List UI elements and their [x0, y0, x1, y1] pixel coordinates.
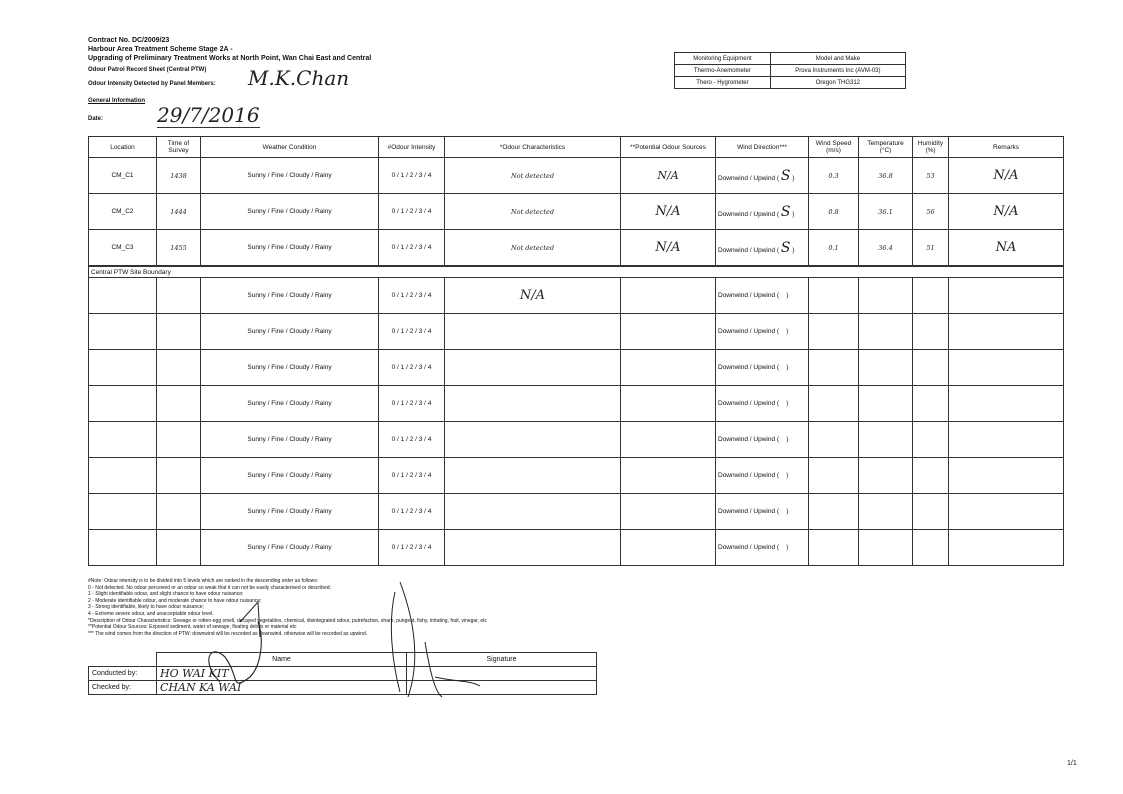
table-row: [89, 278, 1064, 314]
weather-cell: Sunny / Fine / Cloudy / Rainy: [201, 194, 379, 230]
col-characteristics: *Odour Characteristics: [445, 137, 621, 158]
intensity-cell: 0 / 1 / 2 / 3 / 4: [379, 494, 445, 530]
table-row: [89, 194, 1064, 230]
wind-value: S: [780, 167, 791, 184]
note-line: *** The wind comes from the direction of PTW: downwind will be recorded as downwind, otherwise will be recorded as upwind.: [88, 630, 368, 637]
wind-direction-cell: Downwind / Upwind ( S ): [716, 194, 809, 230]
equipment-name: Thero - Hygrometer: [675, 77, 771, 89]
weather-cell: Sunny / Fine / Cloudy / Rainy: [201, 158, 379, 194]
weather-cell: Sunny / Fine / Cloudy / Rainy: [201, 314, 379, 350]
wind-speed-cell: 0.8: [809, 194, 859, 230]
wind-template: Downwind / Upwind (: [718, 436, 780, 443]
page-number: 1/1: [1067, 760, 1077, 767]
humidity-cell: 56: [913, 194, 949, 230]
sources-cell: N/A: [621, 158, 716, 194]
wind-direction-cell: Downwind / Upwind ( ): [716, 494, 809, 530]
location-cell: CM_C2: [89, 194, 157, 230]
col-location: Location: [89, 137, 157, 158]
conducted-by-name: HO WAI KIT: [157, 667, 407, 681]
intensity-cell: 0 / 1 / 2 / 3 / 4: [379, 458, 445, 494]
table-row: [89, 230, 1064, 267]
sources-cell: N/A: [621, 194, 716, 230]
col-humidity: Humidity (%): [913, 137, 949, 158]
weather-cell: Sunny / Fine / Cloudy / Rainy: [201, 350, 379, 386]
col-wind-direction: Wind Direction***: [716, 137, 809, 158]
date-label: Date:: [88, 116, 104, 122]
panel-member-signature: M.K.Chan: [248, 66, 350, 90]
temperature-cell: 36.4: [859, 230, 913, 267]
wind-direction-cell: Downwind / Upwind ( ): [716, 350, 809, 386]
checked-by-name: CHAN KA WAI: [157, 681, 407, 695]
humidity-cell: 53: [913, 158, 949, 194]
wind-direction-cell: Downwind / Upwind ( ): [716, 278, 809, 314]
wind-value: S: [780, 239, 791, 256]
weather-cell: Sunny / Fine / Cloudy / Rainy: [201, 278, 379, 314]
equipment-table: [674, 52, 906, 89]
intensity-cell: 0 / 1 / 2 / 3 / 4: [379, 230, 445, 267]
wind-direction-cell: Downwind / Upwind ( ): [716, 458, 809, 494]
wind-template: Downwind / Upwind (: [718, 328, 780, 335]
table-row: [89, 494, 1064, 530]
boundary-characteristics: N/A: [445, 278, 621, 314]
wind-template: Downwind / Upwind (: [718, 210, 780, 218]
section-row: [89, 266, 1064, 278]
col-intensity: #Odour Intensity: [379, 137, 445, 158]
note-line: 3 - Strong identifiable, likely to have odour nuisance;: [88, 604, 204, 611]
note-line: #Note: Odour intensity is to be divided into 5 levels which are ranked in the descending order as follows:: [88, 578, 319, 584]
col-remarks: Remarks: [949, 137, 1064, 158]
characteristics-cell: Not detected: [445, 194, 621, 230]
intensity-cell: 0 / 1 / 2 / 3 / 4: [379, 350, 445, 386]
wind-template: Downwind / Upwind (: [718, 544, 780, 551]
weather-cell: Sunny / Fine / Cloudy / Rainy: [201, 530, 379, 566]
project-title-line1: Harbour Area Treatment Scheme Stage 2A -: [88, 46, 233, 53]
remarks-cell: N/A: [949, 158, 1064, 194]
wind-template: Downwind / Upwind (: [718, 292, 780, 299]
wind-template: Downwind / Upwind (: [718, 472, 780, 479]
intensity-cell: 0 / 1 / 2 / 3 / 4: [379, 386, 445, 422]
weather-cell: Sunny / Fine / Cloudy / Rainy: [201, 386, 379, 422]
conducted-by-label: Conducted by:: [89, 667, 157, 681]
table-row: [89, 386, 1064, 422]
location-cell: CM_C1: [89, 158, 157, 194]
table-row: [89, 422, 1064, 458]
wind-direction-cell: Downwind / Upwind ( S ): [716, 230, 809, 267]
col-sources: **Potential Odour Sources: [621, 137, 716, 158]
wind-speed-cell: 0.1: [809, 230, 859, 267]
wind-direction-cell: Downwind / Upwind ( ): [716, 314, 809, 350]
date-value: 29/7/2016: [157, 103, 260, 127]
wind-template: Downwind / Upwind (: [718, 508, 780, 515]
contract-number: Contract No. DC/2009/23: [88, 37, 170, 44]
equipment-model: Prova Instruments Inc (AVM-03): [770, 65, 905, 77]
intensity-cell: 0 / 1 / 2 / 3 / 4: [379, 530, 445, 566]
equipment-model: Oregon THG312: [770, 77, 905, 89]
wind-direction-cell: Downwind / Upwind ( ): [716, 422, 809, 458]
general-information-heading: General Information: [88, 98, 146, 104]
wind-template: Downwind / Upwind (: [718, 400, 780, 407]
signature-header: Signature: [407, 653, 597, 667]
intensity-cell: 0 / 1 / 2 / 3 / 4: [379, 278, 445, 314]
table-row: [89, 314, 1064, 350]
project-title-line2: Upgrading of Preliminary Treatment Works at North Point, Wan Chai East and Central: [88, 55, 372, 62]
panel-members-label: Odour Intensity Detected by Panel Members:: [88, 81, 216, 87]
odour-record-table: [88, 136, 1064, 566]
note-line: **Potential Odour Sources: Exposed sediment, water of sewage, floating debris or material etc: [88, 624, 297, 631]
checked-by-label: Checked by:: [89, 681, 157, 695]
note-line: 4 - Extreme severe odour, and unacceptable odour level.: [88, 610, 214, 617]
equipment-name: Thermo-Anemometer: [675, 65, 771, 77]
weather-cell: Sunny / Fine / Cloudy / Rainy: [201, 494, 379, 530]
wind-template: Downwind / Upwind (: [718, 246, 780, 254]
time-cell: 1444: [157, 194, 201, 230]
intensity-cell: 0 / 1 / 2 / 3 / 4: [379, 194, 445, 230]
remarks-cell: N/A: [949, 194, 1064, 230]
table-row: [89, 530, 1064, 566]
note-line: 2 - Moderate identifiable odour, and moderate chance to have odour nuisance;: [88, 597, 262, 604]
weather-cell: Sunny / Fine / Cloudy / Rainy: [201, 458, 379, 494]
table-row: [89, 158, 1064, 194]
humidity-cell: 51: [913, 230, 949, 267]
col-time: Time of Survey: [157, 137, 201, 158]
location-cell: CM_C3: [89, 230, 157, 267]
note-line: *Description of Odour Characteristics: Sewage or rotten-egg smell, decayed vegetables, chemical, disintegrated odour, putrefaction, sharp, pungent, fishy, irritating, fruit, vinegar, etc: [88, 617, 488, 624]
time-cell: 1455: [157, 230, 201, 267]
time-cell: 1438: [157, 158, 201, 194]
intensity-cell: 0 / 1 / 2 / 3 / 4: [379, 158, 445, 194]
wind-direction-cell: Downwind / Upwind ( S ): [716, 158, 809, 194]
table-row: [89, 458, 1064, 494]
remarks-cell: NA: [949, 230, 1064, 267]
temperature-cell: 36.8: [859, 158, 913, 194]
characteristics-cell: Not detected: [445, 158, 621, 194]
signature-scribbles: [180, 582, 510, 702]
table-row: [89, 350, 1064, 386]
section-label: Central PTW Site Boundary: [89, 266, 1064, 278]
wind-template: Downwind / Upwind (: [718, 364, 780, 371]
col-wind-speed: Wind Speed (m/s): [809, 137, 859, 158]
temperature-cell: 36.1: [859, 194, 913, 230]
wind-direction-cell: Downwind / Upwind ( ): [716, 386, 809, 422]
intensity-cell: 0 / 1 / 2 / 3 / 4: [379, 422, 445, 458]
characteristics-cell: Not detected: [445, 230, 621, 267]
sources-cell: N/A: [621, 230, 716, 267]
wind-value: S: [780, 203, 791, 220]
note-line: 0 - Not detected. No odour perceived or an odour so weak that it can not be easily characterised or described;: [88, 584, 331, 591]
weather-cell: Sunny / Fine / Cloudy / Rainy: [201, 422, 379, 458]
note-line: 1 - Slight identifiable odour, and slight chance to have odour nuisance;: [88, 591, 244, 598]
wind-template: Downwind / Upwind (: [718, 174, 780, 182]
intensity-cell: 0 / 1 / 2 / 3 / 4: [379, 314, 445, 350]
sheet-title: Odour Patrol Record Sheet (Central PTW): [88, 67, 207, 73]
col-temperature: Temperature (°C): [859, 137, 913, 158]
weather-cell: Sunny / Fine / Cloudy / Rainy: [201, 230, 379, 267]
wind-speed-cell: 0.3: [809, 158, 859, 194]
name-header: Name: [157, 653, 407, 667]
model-header: Model and Make: [770, 53, 905, 65]
col-weather: Weather Condition: [201, 137, 379, 158]
wind-direction-cell: Downwind / Upwind ( ): [716, 530, 809, 566]
equipment-header: Monitoring Equipment: [675, 53, 771, 65]
